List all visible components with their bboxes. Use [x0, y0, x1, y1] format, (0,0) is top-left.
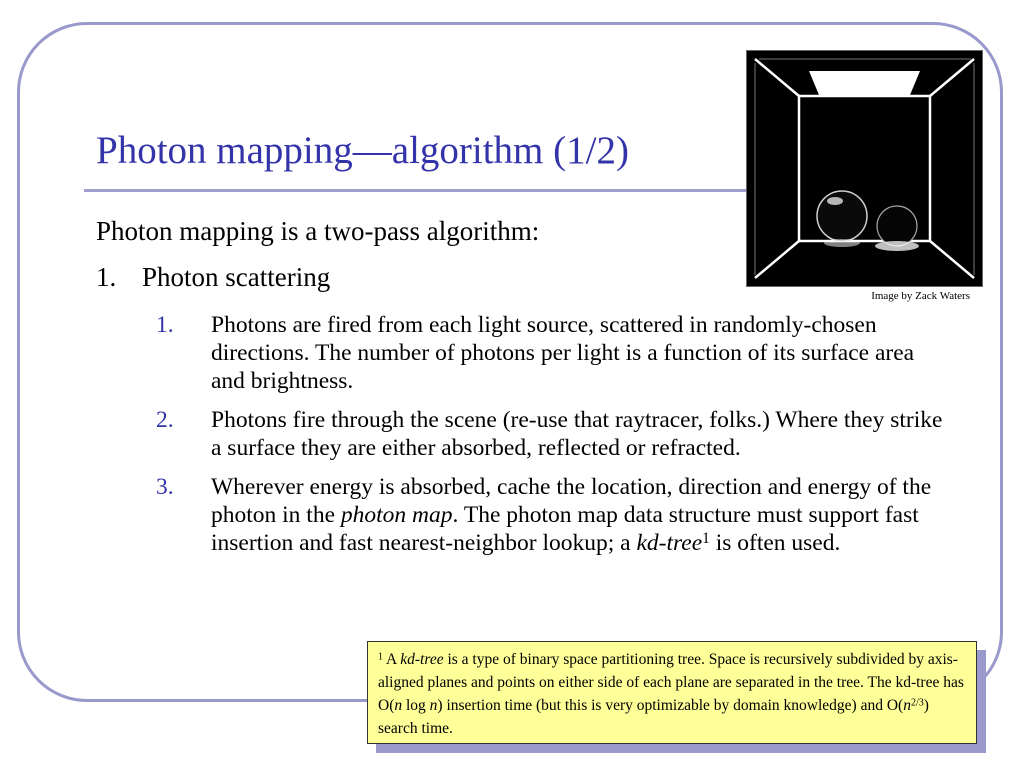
text-run: Wherever energy is absorbed, cache the location, direction and energy of the photon in the	[211, 474, 932, 528]
list-item-text: Photons fire through the scene (re-use that raytracer, folks.) Where they strike a surface they are either absorbed, reflected or refracted.	[211, 407, 943, 461]
photon-map-term: photon map	[340, 502, 453, 528]
footnote-text: kd-tree	[400, 651, 444, 668]
image-caption: Image by Zack Waters	[871, 290, 970, 302]
text-run: . The photon map data structure must support fast insertion and fast nearest-neighbor lookup; a	[211, 502, 919, 556]
footnote-text: n	[429, 697, 438, 714]
footnote-text: 2/3	[910, 697, 924, 709]
step-label: Photon scattering	[142, 262, 331, 292]
footnote-text: is a type of binary space partitioning tree. Space is recursively subdivided by axis-aligned planes and points on either side of each plane are separated in the tree. The kd-tree has O(	[378, 651, 964, 714]
list-item	[156, 311, 946, 395]
title-divider	[84, 189, 784, 192]
list-item-number: 1.	[156, 312, 174, 338]
footnote-text: ) insertion time (but this is very optimizable by domain knowledge) and O(	[437, 697, 904, 714]
step-heading	[96, 262, 330, 293]
cornell-box-photon-image	[746, 50, 983, 287]
list-item	[156, 473, 946, 557]
kd-tree-term: kd-tree	[636, 530, 703, 556]
footnote-box	[367, 641, 977, 744]
footnote-text: log	[402, 697, 430, 714]
footnote-mark: 1	[378, 651, 384, 663]
footnote-ref: 1	[702, 530, 710, 548]
footnote-text: A	[383, 651, 401, 668]
footnote-text: n	[903, 697, 911, 714]
list-item	[156, 406, 946, 462]
footnote-text: n	[394, 697, 403, 714]
list-item-text: Photons are fired from each light source, scattered in randomly-chosen directions. The number of photons per light is a function of its surface area and brightness.	[211, 312, 915, 394]
intro-text: Photon mapping is a two-pass algorithm:	[96, 216, 540, 246]
text-run: is often used.	[709, 530, 841, 556]
list-item-number: 3.	[156, 474, 174, 500]
list-item-number: 2.	[156, 407, 174, 433]
list-item-text	[211, 474, 931, 556]
footnote-text: ) search time.	[378, 697, 929, 737]
slide-title: Photon mapping—algorithm (1/2)	[96, 129, 629, 172]
step-number: 1.	[96, 262, 117, 292]
scattering-steps-list	[156, 311, 946, 568]
